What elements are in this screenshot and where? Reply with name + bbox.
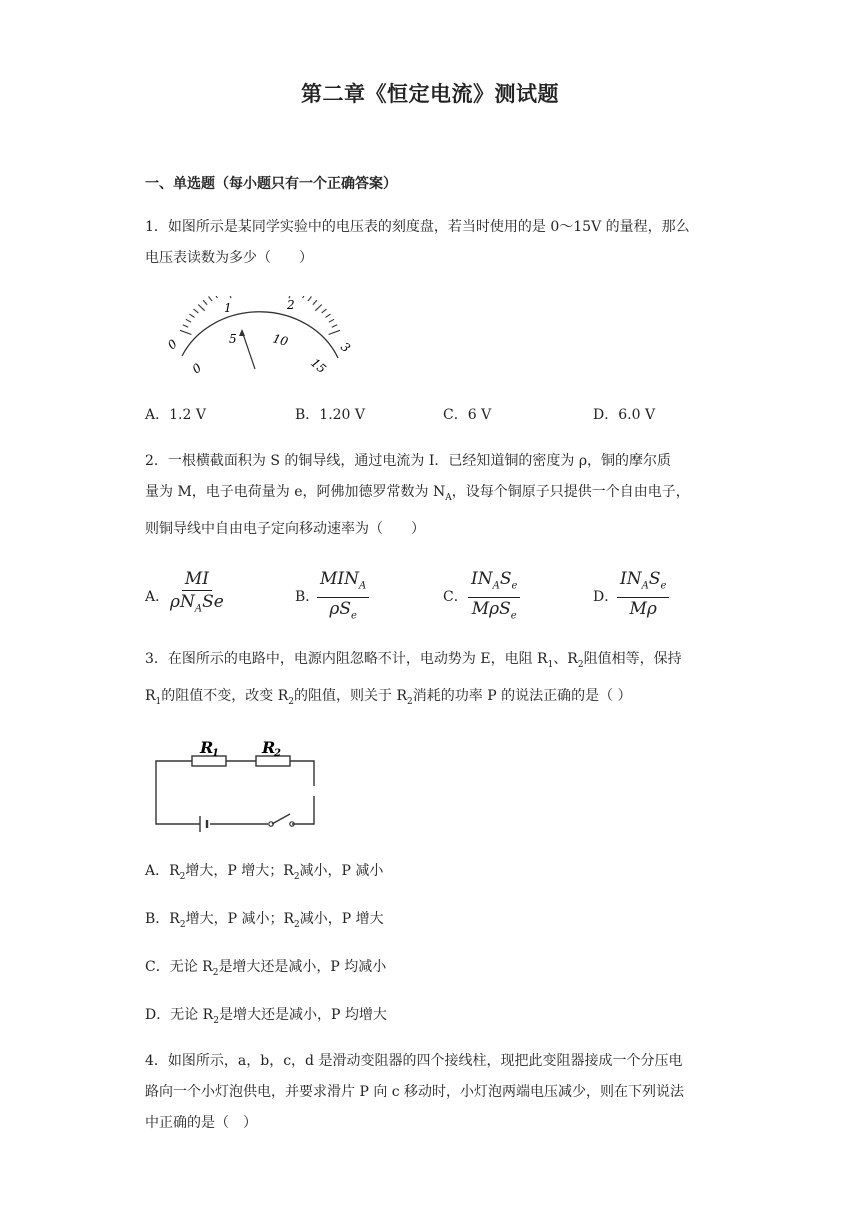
dial-tick — [180, 330, 191, 334]
dial-top-label-2: 2 — [287, 298, 295, 312]
q2-option-c-letter: C． — [443, 589, 468, 605]
page-title: 第二章《恒定电流》测试题 — [301, 82, 559, 106]
dial-tick — [308, 296, 312, 301]
question-1-line-1: 1．如图所示是某同学实验中的电压表的刻度盘，若当时使用的是 0～15V 的量程，那么 — [145, 219, 690, 235]
question-1-line-2: 电压表读数为多少（ ） — [145, 250, 313, 266]
circuit-wire-right-top — [290, 761, 314, 786]
switch-blade — [272, 814, 290, 824]
question-2-line-2: 量为 M，电子电荷量为 e，阿佛加德罗常数为 $N_A$，设每个铜原子只提供一个自由电子， — [145, 484, 690, 503]
question-2-line-1: 2．一根横截面积为 S 的铜导线，通过电流为 I．已经知道铜的密度为 ρ，铜的摩尔质 — [145, 453, 672, 469]
q2-option-a-letter: A． — [145, 589, 170, 605]
dial-top-label-0: 0 — [164, 336, 180, 353]
dial-tick — [214, 296, 217, 298]
question-3-line-1: 3．在图所示的电路中，电源内阻忽略不计，电动势为 E，电阻 $R_1$、$R_2$阻值相等，保持 — [145, 651, 682, 670]
q2-option-b-formula: $MIN_A$ $\rho S_e$ — [317, 569, 369, 627]
dial-bottom-label-0: 0 — [189, 360, 204, 377]
q2-option-b-letter: B． — [295, 589, 320, 605]
dial-tick — [315, 305, 322, 311]
q3-option-b: B．$R_2$增大，P 减小；$R_2$减小，P 增大 — [145, 911, 384, 930]
dial-tick — [226, 296, 231, 298]
dial-tick — [326, 314, 331, 317]
q2-option-d-letter: D． — [593, 589, 619, 605]
label-r1-sub: 1 — [212, 748, 219, 759]
dial-top-label-3: 3 — [338, 339, 353, 356]
voltmeter-dial-figure — [160, 296, 360, 380]
question-2-text — [145, 446, 725, 545]
circuit-wire-left — [156, 761, 200, 824]
dial-tick — [329, 319, 334, 322]
label-r1: R — [200, 738, 214, 757]
dial-tick — [303, 296, 306, 298]
dial-tick-marks — [180, 296, 340, 335]
q1-option-c: C．6 V — [443, 407, 492, 423]
dial-tick — [209, 296, 213, 301]
question-4-line-1: 4．如图所示，a，b，c，d 是滑动变阻器的四个接线柱，现把此变阻器接成一个分压电 — [145, 1053, 683, 1069]
q3-option-a: A．$R_2$增大，P 增大；$R_2$减小，P 减小 — [145, 863, 384, 882]
dial-top-label-1: 1 — [224, 301, 232, 315]
q2-option-c-formula: $IN_AS_e$ MρS$_e$ — [468, 569, 520, 627]
q2-option-a-formula: MI $\rho N_ASe$ — [170, 569, 224, 615]
dial-tick — [313, 300, 317, 304]
question-3-text — [145, 644, 725, 718]
resistor-r2 — [256, 756, 290, 766]
dial-arc — [182, 312, 338, 358]
section-heading: 一、单选题（每小题只有一个正确答案） — [145, 176, 397, 192]
dial-bottom-label-5: 5 — [229, 332, 237, 346]
q1-option-b: B．1.20 V — [295, 407, 366, 423]
dial-bottom-label-10: 10 — [271, 331, 290, 349]
dial-tick — [186, 319, 191, 322]
dial-tick — [203, 300, 207, 304]
dial-tick — [190, 314, 195, 317]
dial-needle-tip — [239, 329, 245, 336]
q3-option-d: D．无论 $R_2$是增大还是减小，P 均增大 — [145, 1007, 387, 1026]
label-r2-sub: 2 — [274, 748, 281, 759]
q2-option-d-formula: $IN_AS_e$ Mρ — [617, 569, 669, 619]
dial-bottom-label-15: 15 — [308, 355, 329, 377]
circuit-diagram-figure — [150, 736, 325, 836]
q3-option-c: C．无论 $R_2$是增大还是减小，P 均减小 — [145, 959, 387, 978]
q1-option-d: D．6.0 V — [593, 407, 656, 423]
question-2-line-3: 则铜导线中自由电子定向移动速率为（ ） — [145, 520, 425, 537]
dial-tick — [198, 305, 205, 311]
dial-tick — [329, 330, 340, 334]
question-1-text — [145, 212, 725, 274]
dial-tick — [194, 309, 199, 313]
dial-needle — [242, 331, 255, 369]
dial-tick — [183, 325, 188, 328]
question-4-line-2: 路向一个小灯泡供电，并要求滑片 P 向 c 移动时，小灯泡两端电压减少，则在下列说法 — [145, 1084, 685, 1100]
dial-tick — [322, 309, 327, 313]
circuit-wire-right-bottom — [292, 796, 314, 824]
q1-option-a: A．1.2 V — [145, 407, 206, 423]
question-4-line-3: 中正确的是（ ） — [145, 1115, 257, 1131]
question-4-text — [145, 1046, 725, 1139]
label-r2: R — [262, 738, 276, 757]
dial-tick — [332, 325, 337, 328]
resistor-r1 — [192, 756, 226, 766]
question-3-line-2: $R_1$的阻值不变，改变 $R_2$的阻值，则关于 $R_2$消耗的功率 P 的说法正确的是（ ） — [145, 687, 632, 707]
